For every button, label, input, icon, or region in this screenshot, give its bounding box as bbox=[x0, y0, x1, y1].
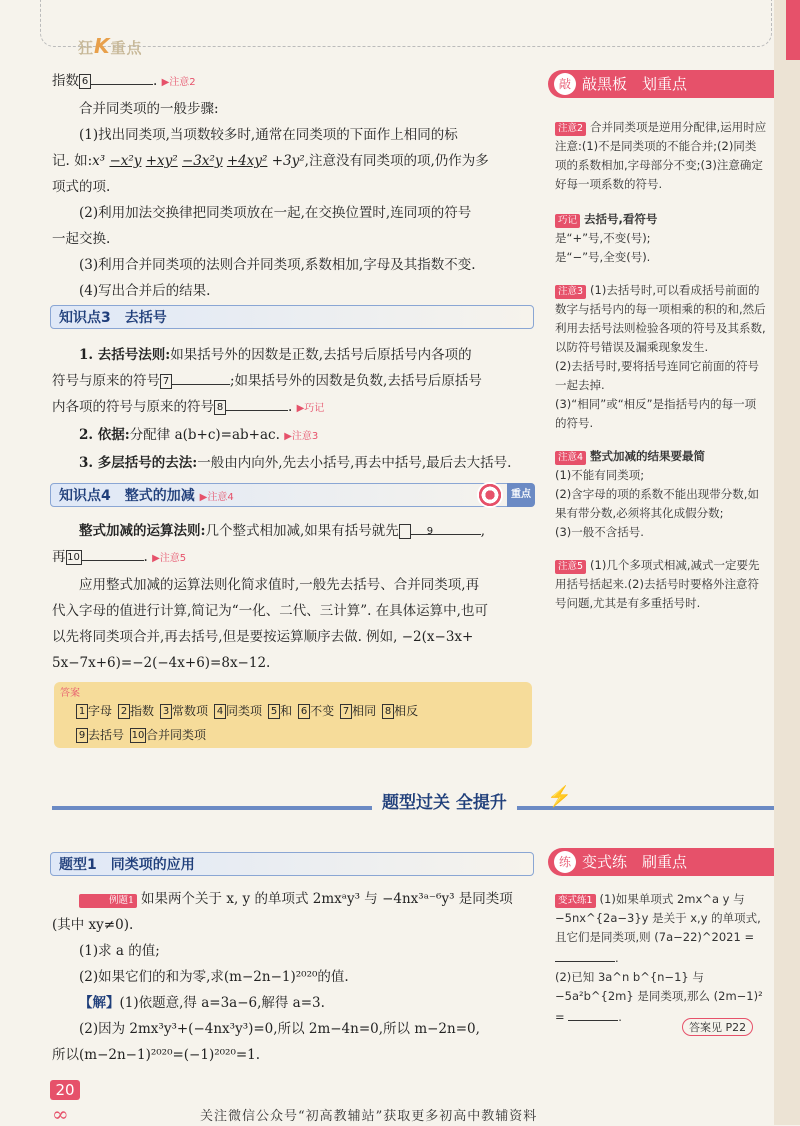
kp3-header: 知识点3 去括号 bbox=[50, 305, 534, 329]
answer-item: 10 合并同类项 bbox=[131, 728, 207, 742]
kp3-body: 1. 去括号法则:如果括号外的因数是正数,去括号后原括号内各项的 符号与原来的符号 7 ;如果括号外的因数是负数,去括号后原括号 内各项的符号与原来的符号 8 . ▶巧记 2. 依据:分配律 a(b+c)=ab+ac. ▶注意3 3. 多层括号的去法:一般由内向外,先去小括号,再去中括号,最后去大括号. bbox=[52, 347, 512, 471]
kp4-header: 知识点4 整式的加减 ▶注意4 重点 bbox=[50, 483, 534, 507]
answer-item: 2 指数 bbox=[118, 702, 154, 719]
answer-item: 6 不变 bbox=[298, 702, 334, 719]
answer-item: 7 相同 bbox=[340, 702, 376, 719]
answer-item: 9 去括号 bbox=[76, 726, 124, 743]
answer-row-1 bbox=[76, 702, 424, 719]
tx1-body: 例题1 如果两个关于 x, y 的单项式 2mxᵃy³ 与 −4nx³ᵃ⁻⁶y³ 是同类项 (其中 xy≠0). (1)求 a 的值; (2)如果它们的和为零,求(m−2n−1)²⁰²⁰的值. 【解】(1)依题意,得 a=3a−6,解得 a=3. (2)因为 2mx³y³+(−4nx³y³)=0,所以 2m−4n=0,所以 m−2n=0, 所以(m−2n−1)²⁰²⁰=(−1)²⁰²⁰=1. bbox=[52, 891, 513, 1063]
footer-text: 关注微信公众号“初高教辅站”获取更多初高中教辅资料 bbox=[200, 1109, 538, 1124]
brand-logo: 狂K重点 bbox=[78, 34, 143, 58]
answer-box bbox=[54, 682, 532, 748]
tx1-header: 题型1 同类项的应用 bbox=[50, 852, 534, 876]
header-frame bbox=[40, 0, 772, 47]
answer-item: 5 和 bbox=[268, 702, 292, 719]
right-margin-bar bbox=[774, 0, 800, 1125]
lightning-icon: ⚡ bbox=[547, 784, 572, 808]
infinity-icon: ∞ bbox=[52, 1102, 69, 1126]
side-practice: 变式练1 (1)如果单项式 2mx^a y 与 −5nx^{2a−3}y 是关于 x,y 的单项式,且它们是同类项,则 (7a−22)^2021 = . (2)已知 3a^n b^{n−1} 与 −5a²b^{2m} 是同类项,那么 (2m−1)² = . bbox=[555, 892, 763, 1024]
answer-item: 4 同类项 bbox=[214, 702, 262, 719]
panel-key-points: 敲 敲黑板 划重点 bbox=[548, 70, 774, 98]
panel-practice: 练 变式练 刷重点 bbox=[548, 848, 774, 876]
answer-item: 1 字母 bbox=[76, 702, 112, 719]
answer-item: 3 常数项 bbox=[160, 702, 208, 719]
page-number: 20 bbox=[50, 1080, 80, 1100]
target-icon bbox=[477, 482, 503, 508]
key-badge: 重点 bbox=[507, 483, 535, 507]
key-icon-label: 答案 bbox=[60, 688, 80, 699]
right-tab bbox=[786, 0, 800, 60]
side-notes: 注意2 合并同类项是逆用分配律,运用时应注意:(1)不是同类项的不能合并;(2)同类项的系数相加,字母部分不变;(3)注意确定好每一项系数的符号. 巧记 去括号,看符号 是“+”号,不变(号); 是“−”号,全变(号). 注意3 (1)去括号时,可以看成括号前面的数字与括号内的每一项相乘的积的和,然后利用去括号法则检验各项的符号及其系数,以防符号错误及漏乘现象发生. (2)去括号时,要将括号连同它前面的符号一起去掉. (3)“相同”或“相反”是指括号内的每一项的符号. 注意4 整式加减的结果要最简 (1)不能有同类项; (2)含字母的项的系数不能出现带分数,如果有带分数,必须将其化成假分数; (3)一般不含括号. 注意5 (1)几个多项式相减,减式一定要先用括号括起来.(2)去括号时要格外注意符号问题,尤其是有多重括号时. bbox=[555, 120, 767, 610]
section-title: 题型过关 全提升 ⚡ bbox=[52, 796, 774, 816]
answer-ref: 答案见 P22 bbox=[682, 1018, 753, 1036]
answer-item: 8 相反 bbox=[382, 702, 418, 719]
main-intro: 指数 6 . ▶注意2 合并同类项的一般步骤: (1)找出同类项,当项数较多时,通常在同类项的下面作上相同的标 记. 如:x³ −x²y +xy² −3x²y +4xy² +3y²,注意没有同类项的项,仍作为多 项式的项. (2)利用加法交换律把同类项放在一起,在交换位置时,连同项的符号 一起交换. (3)利用合并同类项的法则合并同类项,系数相加,字母及其指数不变. (4)写出合并后的结果. bbox=[52, 68, 532, 304]
kp4-body: 整式加减的运算法则:几个整式相加减,如果有括号就先 9 , 再 10 . ▶注意5 应用整式加减的运算法则化简求值时,一般先去括号、合并同类项,再 代入字母的值进行计算,简记为“一化、二代、三计算”. 在具体运算中,也可 以先将同类项合并,再去括号,但是要按运算顺序去做. 例如, −2(x−3x+ 5x−7x+6)=−2(−4x+6)=8x−12. bbox=[52, 518, 532, 676]
answer-row-2 bbox=[76, 726, 212, 743]
